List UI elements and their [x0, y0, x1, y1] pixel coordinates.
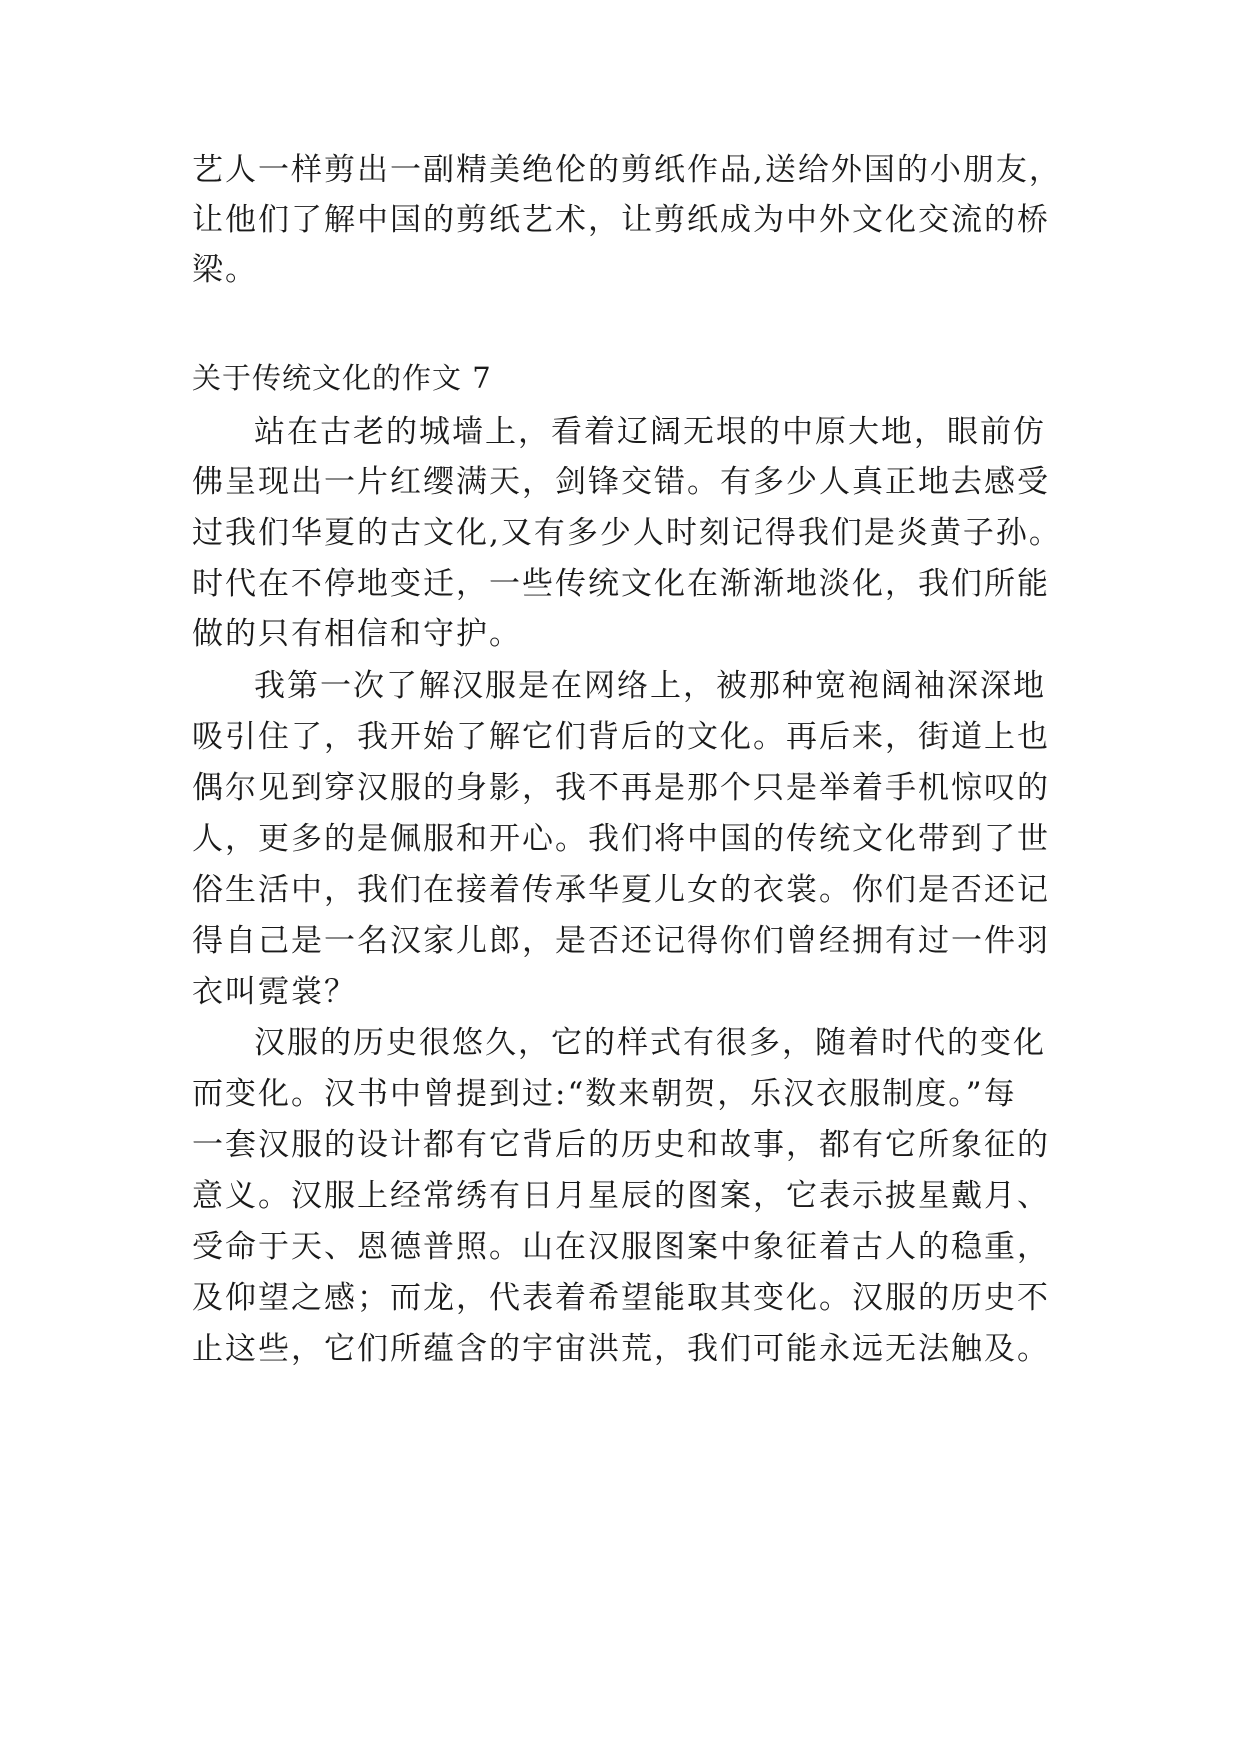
paragraph-3-line-5: 受命于天、恩德普照。山在汉服图案中象征着古人的稳重，: [192, 1229, 1050, 1265]
carryover-line-3: 梁。: [192, 252, 258, 288]
paragraph-2-line-7: 衣叫霓裳？: [192, 974, 357, 1010]
paragraph-1-line-5: 做的只有相信和守护。: [192, 616, 522, 652]
section-title: 关于传统文化的作文 7: [192, 361, 492, 395]
paragraph-2-line-6: 得自己是一名汉家儿郎，是否还记得你们曾经拥有过一件羽: [192, 923, 1050, 959]
paragraph-3-line-7: 止这些，它们所蕴含的宇宙洪荒，我们可能永远无法触及。: [192, 1331, 1050, 1367]
paragraph-2-line-4: 人，更多的是佩服和开心。我们将中国的传统文化带到了世: [192, 821, 1050, 857]
paragraph-1-line-2: 佛呈现出一片红缨满天，剑锋交错。有多少人真正地去感受: [192, 464, 1050, 500]
paragraph-2-line-3: 偶尔见到穿汉服的身影，我不再是那个只是举着手机惊叹的: [192, 770, 1050, 806]
paragraph-1-line-4: 时代在不停地变迁，一些传统文化在渐渐地淡化，我们所能: [192, 566, 1050, 602]
paragraph-2-line-1: 我第一次了解汉服是在网络上，被那种宽袍阔袖深深地: [254, 668, 1046, 704]
carryover-line-2: 让他们了解中国的剪纸艺术，让剪纸成为中外文化交流的桥: [192, 202, 1050, 238]
paragraph-3-line-4: 意义。汉服上经常绣有日月星辰的图案，它表示披星戴月、: [192, 1178, 1050, 1214]
paragraph-3-line-1: 汉服的历史很悠久，它的样式有很多，随着时代的变化: [254, 1025, 1046, 1061]
paragraph-1-line-1: 站在古老的城墙上，看着辽阔无垠的中原大地，眼前仿: [254, 414, 1046, 450]
paragraph-3-line-3: 一套汉服的设计都有它背后的历史和故事，都有它所象征的: [192, 1127, 1050, 1163]
carryover-line-1: 艺人一样剪出一副精美绝伦的剪纸作品,送给外国的小朋友，: [192, 152, 1062, 188]
paragraph-2-line-2: 吸引住了，我开始了解它们背后的文化。再后来，街道上也: [192, 719, 1050, 755]
paragraph-3-line-6: 及仰望之感；而龙，代表着希望能取其变化。汉服的历史不: [192, 1280, 1050, 1316]
paragraph-2-line-5: 俗生活中，我们在接着传承华夏儿女的衣裳。你们是否还记: [192, 872, 1050, 908]
paragraph-1-line-3: 过我们华夏的古文化,又有多少人时刻记得我们是炎黄子孙。: [192, 515, 1062, 551]
paragraph-3-line-2: 而变化。汉书中曾提到过:“数来朝贺，乐汉衣服制度。”每: [192, 1076, 1017, 1112]
